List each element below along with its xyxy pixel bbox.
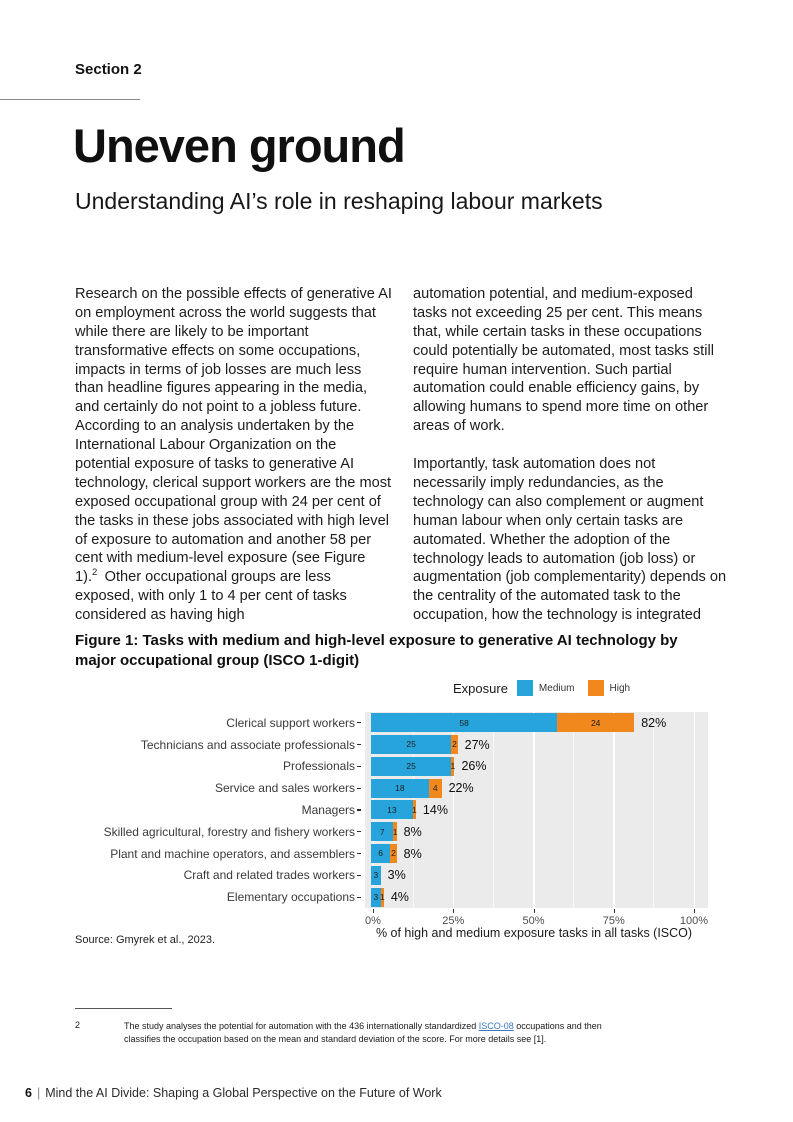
bar-value-label: 1 bbox=[379, 891, 385, 902]
bar-segment-high bbox=[557, 713, 634, 732]
page-number: 6 bbox=[25, 1086, 32, 1100]
footnote-text-pre: The study analyses the potential for automation with the 436 internationally standardized bbox=[124, 1021, 479, 1031]
chart-row bbox=[75, 886, 730, 908]
x-axis-tick bbox=[694, 909, 695, 913]
chart-row bbox=[75, 821, 730, 843]
footer-title: Mind the AI Divide: Shaping a Global Perspective on the Future of Work bbox=[45, 1086, 442, 1100]
bar-segment-medium bbox=[371, 866, 381, 885]
right-column bbox=[413, 285, 730, 625]
page-title: Uneven ground bbox=[73, 119, 405, 172]
body-paragraph: Importantly, task automation does not necessarily imply redundancies, as the technology can also complement or augment human labour when only certain tasks are automated. Whether the adoption of the technology leads to automation (job loss) or augmentation (job complementarity) depends on the centrality of the automated task to the occupation, how the technology is integrated bbox=[413, 456, 727, 624]
x-axis-tick bbox=[614, 909, 615, 913]
bar-value-label: 18 bbox=[395, 782, 405, 793]
footer-separator: | bbox=[36, 1086, 41, 1100]
bar-total-label: 82% bbox=[641, 715, 667, 730]
category-tick bbox=[357, 788, 361, 789]
category-label: Professionals bbox=[282, 759, 355, 774]
bar-segment-medium bbox=[371, 757, 451, 776]
legend-item-medium bbox=[517, 680, 575, 696]
x-axis-tick bbox=[534, 909, 535, 913]
category-label: Craft and related trades workers bbox=[183, 868, 355, 883]
page-footer bbox=[25, 1086, 442, 1100]
category-tick bbox=[357, 744, 361, 745]
bar-segment-high bbox=[413, 800, 416, 819]
bar-value-label: 3 bbox=[373, 870, 379, 881]
bar-segment-medium bbox=[371, 735, 451, 754]
stacked-bar bbox=[371, 735, 490, 754]
body-columns bbox=[75, 285, 730, 625]
bar-total-label: 8% bbox=[403, 824, 422, 839]
category-tick bbox=[357, 809, 361, 810]
legend-swatch-high bbox=[588, 680, 604, 696]
bar-segment-medium bbox=[371, 713, 557, 732]
x-axis-tick-label: 75% bbox=[602, 915, 625, 927]
x-axis-tick-label: 50% bbox=[522, 915, 545, 927]
category-tick bbox=[357, 897, 361, 898]
bar-segment-medium bbox=[371, 822, 393, 841]
stacked-bar bbox=[371, 844, 422, 863]
category-tick bbox=[357, 831, 361, 832]
chart-row bbox=[75, 799, 730, 821]
legend-items bbox=[517, 680, 643, 696]
bar-total-label: 26% bbox=[461, 759, 487, 774]
section-divider bbox=[0, 99, 140, 100]
bar-segment-medium bbox=[371, 779, 429, 798]
category-tick bbox=[357, 875, 361, 876]
legend-label: High bbox=[609, 682, 631, 694]
bar-value-label: 2 bbox=[391, 848, 396, 859]
bar-segment-high bbox=[451, 757, 454, 776]
bar-value-label: 2 bbox=[452, 739, 457, 750]
bar-segment-high bbox=[390, 844, 396, 863]
footnote-number: 2 bbox=[75, 1020, 81, 1030]
x-axis-tick-label: 100% bbox=[679, 915, 709, 927]
bar-value-label: 13 bbox=[387, 804, 397, 815]
legend-swatch-medium bbox=[517, 680, 533, 696]
stacked-bar bbox=[371, 866, 406, 885]
bar-segment-high bbox=[393, 822, 396, 841]
category-label: Skilled agricultural, forestry and fishery workers bbox=[103, 824, 355, 839]
chart-row bbox=[75, 734, 730, 756]
stacked-bar bbox=[371, 757, 486, 776]
body-paragraph bbox=[75, 285, 392, 625]
stacked-bar bbox=[371, 822, 422, 841]
category-tick bbox=[357, 722, 361, 723]
body-paragraph: automation potential, and medium-exposed tasks not exceeding 25 per cent. This means that, while certain tasks in these occupations could potentially be automated, most tasks still require human intervention. Such partial automation could enable efficiency gains, by allowing humans to spend more time on other areas of work. bbox=[413, 286, 714, 435]
isco-08-link[interactable]: ISCO-08 bbox=[478, 1021, 514, 1031]
footnote-divider bbox=[75, 1008, 172, 1009]
x-axis-tick bbox=[373, 909, 374, 913]
footnote-text-post: occupations and then classifies the occupation based on the mean and standard deviation of the score. For more details see [1]. bbox=[124, 1021, 602, 1044]
category-tick bbox=[357, 853, 361, 854]
bar-value-label: 3 bbox=[373, 891, 379, 902]
bar-total-label: 8% bbox=[403, 846, 422, 861]
bar-value-label: 1 bbox=[411, 804, 417, 815]
legend-title: Exposure bbox=[453, 680, 508, 696]
category-tick bbox=[357, 766, 361, 767]
chart-row bbox=[75, 864, 730, 886]
chart-row bbox=[75, 712, 730, 734]
stacked-bar bbox=[371, 779, 474, 798]
legend-label: Medium bbox=[538, 682, 575, 694]
bar-value-label: 6 bbox=[378, 848, 383, 859]
chart-row bbox=[75, 777, 730, 799]
bar-total-label: 14% bbox=[422, 802, 448, 817]
category-label: Technicians and associate professionals bbox=[140, 737, 355, 752]
legend-item-high bbox=[588, 680, 631, 696]
bar-segment-medium bbox=[371, 844, 390, 863]
footnote-text bbox=[124, 1020, 629, 1045]
chart-legend bbox=[453, 680, 643, 696]
chart-row bbox=[75, 756, 730, 778]
x-axis-tick-label: 25% bbox=[442, 915, 465, 927]
figure-source: Source: Gmyrek et al., 2023. bbox=[75, 934, 216, 946]
bar-value-label: 4 bbox=[432, 782, 438, 793]
bar-value-label: 7 bbox=[379, 826, 385, 837]
x-axis-tick-label: 0% bbox=[365, 915, 381, 927]
bar-segment-high bbox=[429, 779, 442, 798]
chart-row bbox=[75, 843, 730, 865]
stacked-bar bbox=[371, 800, 448, 819]
bar-value-label: 1 bbox=[450, 761, 456, 772]
left-column bbox=[75, 285, 392, 625]
bar-total-label: 22% bbox=[448, 781, 474, 796]
figure-caption: Figure 1: Tasks with medium and high-level exposure to generative AI technology by major occupational group (ISCO 1-digit) bbox=[75, 632, 678, 669]
stacked-bar bbox=[371, 713, 666, 732]
figure-1-chart bbox=[75, 676, 730, 946]
category-label: Managers bbox=[301, 802, 355, 817]
bar-value-label: 24 bbox=[590, 717, 601, 728]
bar-total-label: 27% bbox=[464, 737, 490, 752]
bar-segment-high bbox=[381, 888, 384, 907]
stacked-bar bbox=[371, 888, 409, 907]
category-label: Elementary occupations bbox=[226, 890, 355, 905]
paragraph-text: Other occupational groups are less exposed, with only 1 to 4 per cent of tasks considered as having high bbox=[75, 569, 347, 624]
category-label: Service and sales workers bbox=[214, 781, 355, 796]
paragraph-text: Research on the possible effects of generative AI on employment across the world suggests that while there are likely to be important transformative effects on some occupations, impacts in terms of job losses are much less than headline figures appearing in the media, and certainly do not point to a jobless future. According to an analysis undertaken by the International Labour Organization on the potential exposure of tasks to generative AI technology, clerical support workers are the most exposed occupational group with 24 per cent of the tasks in these jobs associated with high level of exposure to automation and another 58 per cent with medium-level exposure (see Figure 1). bbox=[75, 286, 392, 586]
category-label: Plant and machine operators, and assemblers bbox=[110, 846, 355, 861]
bar-value-label: 25 bbox=[406, 761, 416, 772]
bar-value-label: 1 bbox=[392, 826, 398, 837]
footnote-reference: 2 bbox=[92, 567, 98, 579]
bar-segment-high bbox=[451, 735, 457, 754]
section-label: Section 2 bbox=[75, 61, 142, 78]
x-axis-label: % of high and medium exposure tasks in all tasks (ISCO) bbox=[375, 926, 693, 940]
x-axis-tick bbox=[453, 909, 454, 913]
bar-value-label: 25 bbox=[406, 739, 416, 750]
bar-total-label: 4% bbox=[390, 890, 409, 905]
category-label: Clerical support workers bbox=[226, 715, 355, 730]
bar-value-label: 58 bbox=[459, 717, 469, 728]
page-subtitle: Understanding AI’s role in reshaping labour markets bbox=[75, 188, 603, 214]
bar-total-label: 3% bbox=[387, 868, 406, 883]
bar-segment-medium bbox=[371, 800, 413, 819]
